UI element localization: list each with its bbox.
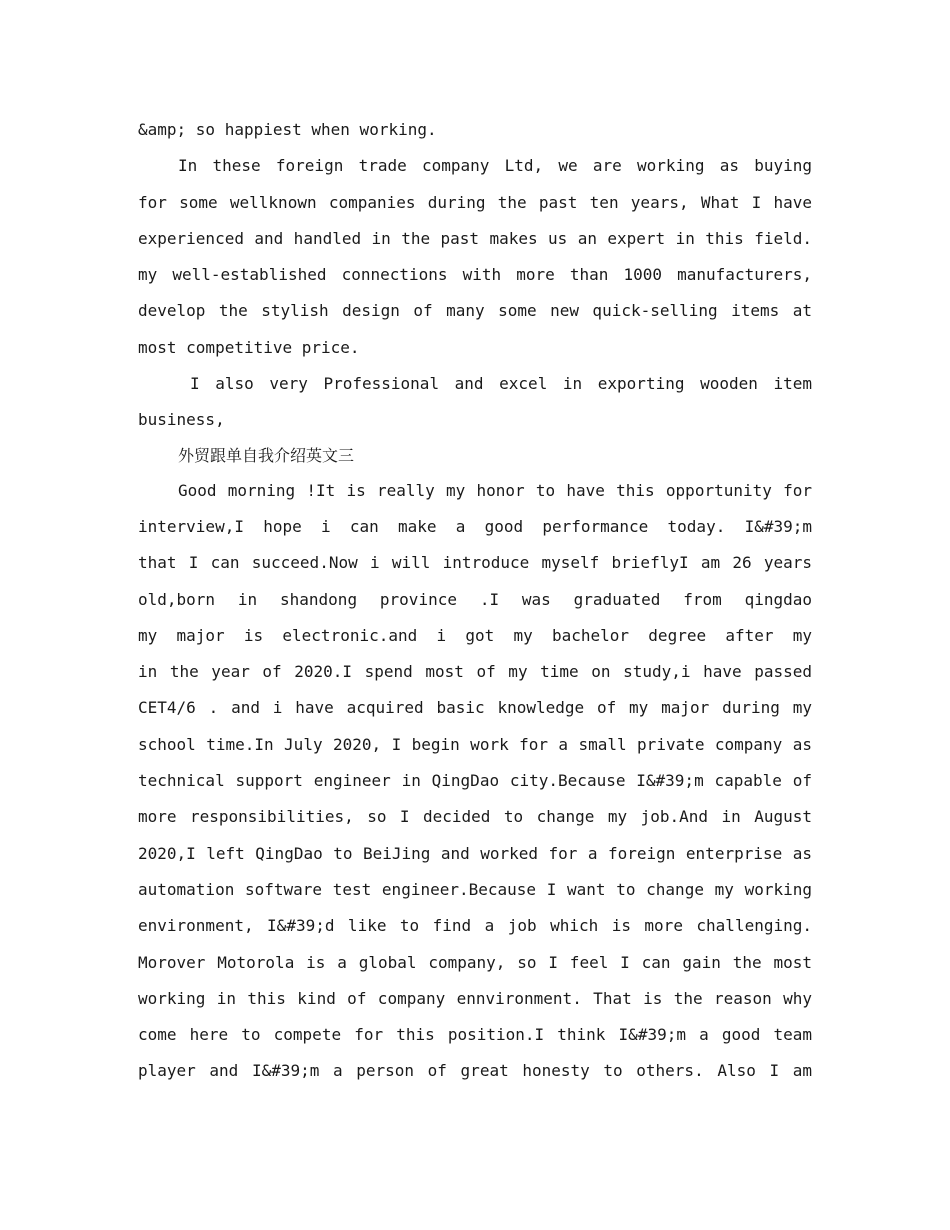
paragraph-line: more responsibilities, so I decided to change my job.And in August bbox=[138, 807, 812, 827]
paragraph-line: in the year of 2020.I spend most of my time on study,i have passed bbox=[138, 662, 812, 682]
paragraph-line: that I can succeed.Now i will introduce myself brieflyI am 26 years bbox=[138, 553, 812, 573]
paragraph-line: most competitive price. bbox=[138, 337, 360, 357]
paragraph-line: &amp; so happiest when working. bbox=[138, 120, 437, 139]
paragraph-line: experienced and handled in the past makes us an expert in this field. bbox=[138, 228, 812, 248]
section-heading: 外贸跟单自我介绍英文三 bbox=[178, 445, 355, 465]
paragraph-line: working in this kind of company ennvironment. That is the reason why bbox=[138, 988, 812, 1008]
paragraph-line: I also very Professional and excel in exporting wooden item bbox=[190, 374, 812, 394]
paragraph-line: my well-established connections with more than 1000 manufacturers, bbox=[138, 265, 812, 285]
paragraph-line: In these foreign trade company Ltd, we are working as buying bbox=[178, 156, 812, 176]
paragraph-line: school time.In July 2020, I begin work for a small private company as bbox=[138, 734, 812, 754]
paragraph-line: Morover Motorola is a global company, so I feel I can gain the most bbox=[138, 952, 812, 972]
paragraph-line: develop the stylish design of many some new quick-selling items at bbox=[138, 301, 812, 321]
paragraph-line: interview,I hope i can make a good performance today. I&#39;m bbox=[138, 516, 812, 536]
paragraph-line: come here to compete for this position.I think I&#39;m a good team bbox=[138, 1025, 812, 1045]
document-body bbox=[138, 112, 812, 1090]
paragraph-line: my major is electronic.and i got my bachelor degree after my bbox=[138, 625, 812, 645]
paragraph-line: player and I&#39;m a person of great honesty to others. Also I am bbox=[138, 1061, 812, 1081]
paragraph-line: old,born in shandong province .I was graduated from qingdao bbox=[138, 589, 812, 609]
paragraph-line: technical support engineer in QingDao city.Because I&#39;m capable of bbox=[138, 771, 812, 791]
paragraph-line: CET4/6 . and i have acquired basic knowledge of my major during my bbox=[138, 698, 812, 718]
paragraph-line: business, bbox=[138, 410, 225, 430]
paragraph-line: automation software test engineer.Because I want to change my working bbox=[138, 879, 812, 899]
paragraph-line: environment, I&#39;d like to find a job which is more challenging. bbox=[138, 916, 812, 936]
paragraph-line: for some wellknown companies during the past ten years, What I have bbox=[138, 192, 812, 212]
paragraph-line: Good morning !It is really my honor to have this opportunity for bbox=[178, 480, 812, 500]
paragraph-line: 2020,I left QingDao to BeiJing and worked for a foreign enterprise as bbox=[138, 843, 812, 863]
